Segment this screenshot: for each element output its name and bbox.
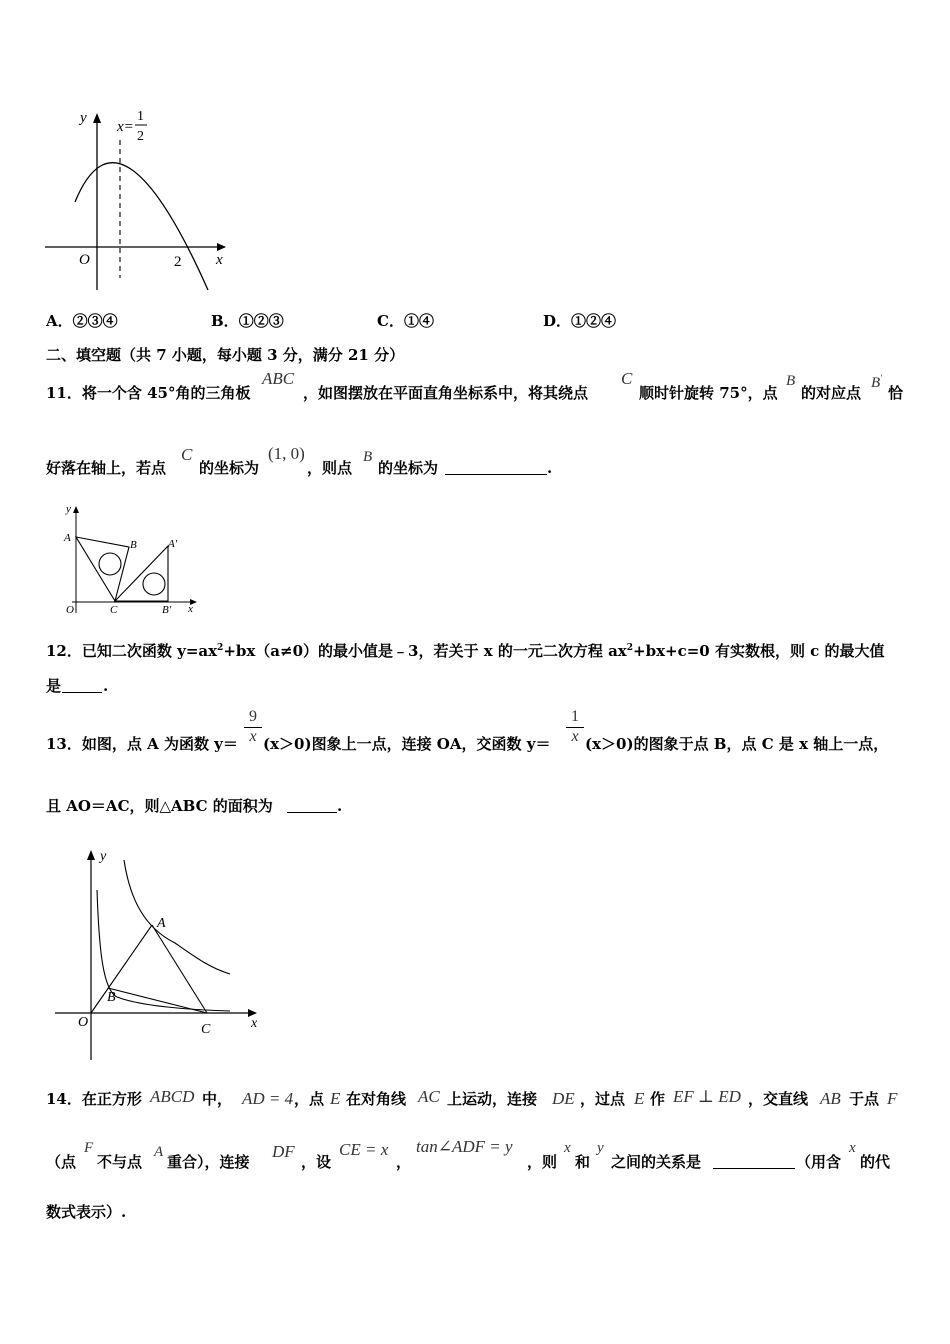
q14-math-ac: AC (418, 1087, 440, 1106)
q14-line2j: 的代 (860, 1153, 891, 1171)
fig13-c-label: C (201, 1022, 211, 1037)
fig13-x-label: x (251, 1016, 258, 1031)
choice-d[interactable]: D．①②④ (543, 312, 617, 330)
fig11-y-label: y (66, 503, 71, 515)
q13-line1a: 13．如图，点 A 为函数 y＝ (46, 735, 238, 753)
fig13-y-label: y (100, 849, 107, 864)
q14-math-df: DF (272, 1142, 295, 1161)
q13-answer-blank[interactable] (287, 812, 337, 813)
fig11-c-label: C (110, 604, 118, 616)
q14-math-ab: AB (820, 1089, 841, 1108)
q14-line2d: ，设 (301, 1153, 332, 1171)
q14-line2e: ， (396, 1153, 412, 1171)
q11-math-coord: (1, 0) (268, 444, 305, 463)
fig11-b-label: B (130, 539, 137, 551)
q11-answer-blank[interactable] (445, 474, 547, 475)
q12-line2: 是 (46, 677, 62, 695)
triangle-rotation-figure (60, 498, 205, 618)
q14-line1f: ，过点 (580, 1090, 626, 1108)
section-heading: 二、填空题（共 7 小题，每小题 3 分，满分 21 分） (46, 346, 405, 364)
q11-line2d: 的坐标为 (378, 459, 439, 477)
q11-line1c: 顺时针旋转 75°，点 (639, 384, 778, 402)
q11-math-bprime: B′ (871, 373, 883, 391)
choice-a[interactable]: A．②③④ (46, 312, 118, 330)
q14-line2i: （用含 (796, 1153, 842, 1171)
q11-line1b: ，如图摆放在平面直角坐标系中，将其绕点 (303, 384, 589, 402)
q14-line2f: ，则 (527, 1153, 558, 1171)
graph1-tick-2: 2 (174, 254, 182, 270)
q14-math-x2: x (849, 1140, 856, 1156)
q14-line3: 数式表示）. (46, 1203, 127, 1221)
q14-line2c: 重合），连接 (167, 1153, 250, 1171)
q13-line1b: (x＞0)图象上一点，连接 OA，交函数 y＝ (263, 735, 551, 753)
q11-line2b: 的坐标为 (199, 459, 260, 477)
q12-end: . (103, 677, 109, 695)
choice-c[interactable]: C．①④ (377, 312, 434, 330)
q14-line2b: 不与点 (97, 1153, 143, 1171)
q13-line1c: (x＞0)的图象于点 B，点 C 是 x 轴上一点， (585, 735, 889, 753)
choice-b[interactable]: B．①②③ (211, 312, 284, 330)
q12-line1: 12．已知二次函数 $y=ax^2+bx(a\ne 0)$的最小值是﹣3，若关于 x 的一元二次方程 $ax^2+bx+c=0$ 有实数根，则 c 的最大值 (46, 642, 885, 660)
q14-math-ad: AD = 4 (242, 1089, 294, 1108)
fig11-bprime-label: B′ (162, 604, 172, 616)
q13-fraction-1-over-x: $\frac{1}{x}$ (566, 707, 584, 746)
q14-line1h: ，交直线 (748, 1090, 809, 1108)
q14-line2h: 之间的关系是 (611, 1153, 702, 1171)
q11-math-c: C (621, 369, 633, 388)
q14-math-y: y (597, 1140, 604, 1156)
q14-math-abcd: ABCD (150, 1087, 195, 1106)
graph1-origin-label: O (79, 252, 90, 268)
graph1-y-label: y (80, 110, 87, 126)
q14-line1b: 中， (202, 1090, 233, 1108)
graph1-x-label: x (216, 252, 223, 268)
q11-end: . (547, 459, 553, 477)
q14-line1d: 在对角线 (346, 1090, 407, 1108)
fig13-b-label: B (107, 990, 116, 1005)
q11-line2: 好落在轴上，若点 (46, 459, 167, 477)
q14-math-a: A (154, 1144, 164, 1160)
q13-fraction-9-over-x: $\frac{9}{x}$ (244, 707, 262, 746)
fig11-a-label: A (64, 532, 71, 544)
q12-answer-blank[interactable] (62, 692, 102, 693)
fig11-x-label: x (188, 603, 193, 615)
q11-math-b2: B (363, 449, 373, 465)
q14-math-de: DE (552, 1089, 575, 1108)
q14-answer-blank[interactable] (713, 1168, 795, 1169)
q14-math-f2: F (84, 1140, 94, 1156)
graph1-frac-den: 2 (137, 129, 144, 144)
fig11-o-label: O (66, 604, 74, 616)
fig13-o-label: O (78, 1015, 89, 1030)
q14-math-e: E (330, 1089, 341, 1108)
q11-line2c: ，则点 (307, 459, 353, 477)
fig13-a-label: A (157, 916, 166, 931)
q14-math-ce: CE = x (339, 1140, 389, 1159)
q14-line1a: 14．在正方形 (46, 1090, 142, 1108)
q13-end: . (337, 797, 343, 815)
graph1-frac-num: 1 (137, 109, 144, 124)
q14-math-perp: EF ⊥ ED (673, 1087, 741, 1106)
q14-math-f: F (887, 1089, 898, 1108)
hyperbola-figure (50, 840, 270, 1065)
q11-line1e: 恰 (888, 384, 904, 402)
q11-math-abc: ABC (262, 369, 295, 388)
q14-math-x: x (564, 1140, 571, 1156)
q14-line1g: 作 (650, 1090, 666, 1108)
q14-line2g: 和 (575, 1153, 591, 1171)
q11-math-b: B (786, 373, 796, 389)
fig11-aprime-label: A′ (168, 538, 178, 550)
q14-line1e: 上运动，连接 (447, 1090, 538, 1108)
q14-line1i: 于点 (849, 1090, 880, 1108)
graph1-eq-label: x= (117, 119, 134, 135)
q14-math-tan: tan∠ADF = y (416, 1137, 513, 1156)
q13-line2: 且 AO＝AC，则△ABC 的面积为 (46, 797, 273, 815)
q14-math-e2: E (634, 1089, 645, 1108)
q11-math-c2: C (181, 445, 193, 464)
q14-line2a: （点 (46, 1153, 77, 1171)
q14-line1c: ，点 (294, 1090, 325, 1108)
q11-line1d: 的对应点 (801, 384, 862, 402)
q11-line1: 11．将一个含 45°角的三角板 (46, 384, 251, 402)
parabola-graph (40, 100, 240, 295)
